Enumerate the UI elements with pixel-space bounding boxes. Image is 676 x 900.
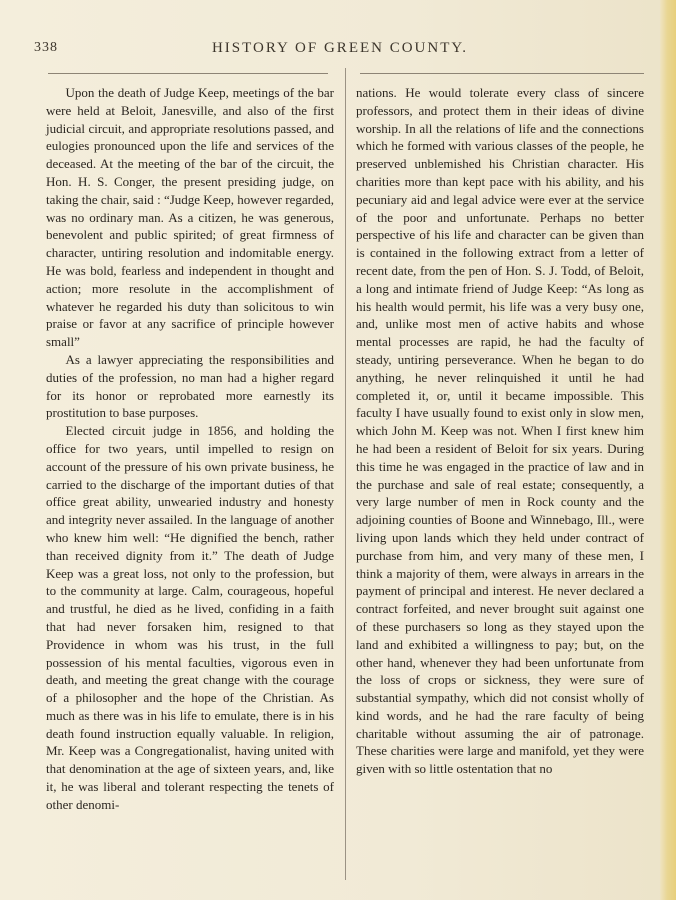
page-edge-shadow — [660, 0, 676, 900]
header-rule-right — [360, 73, 644, 74]
paragraph: Elected circuit judge in 1856, and holding the office for two years, until impelled to resign on account of the pressure of his own private business, he carried to the discharge of the important duties of that office great ability, unwearied industry and honesty and integrity never assailed. In the language of another who knew him well: “He dignified the bench, rather than received dignity from it.” The death of Judge Keep was a great loss, not only to the profession, but to the community at large. Calm, courageous, hopeful and trustful, he died as he lived, confiding in a faith that had never forsaken him, resigned to that Providence in whom was his trust, in the full possession of his mental faculties, vigorous even in death, and meeting the great change with the courage of a philosopher and the hope of the Christian. As much as there was in his life to emulate, there is in his death found instruction equally valuable. In religion, Mr. Keep was a Congregationalist, having united with that denomination at the age of sixteen years, and, like it, he was liberal and tolerant respecting the tenets of other denomi- — [46, 423, 334, 812]
page-number: 338 — [34, 40, 58, 55]
page-header — [34, 40, 646, 62]
paragraph: Upon the death of Judge Keep, meetings of the bar were held at Beloit, Janesville, and also of the first judicial circuit, and appropriate resolutions passed, and eulogies pronounced upon the life and services of the deceased. At the meeting of the bar of the circuit, the Hon. H. S. Conger, the present presiding judge, on taking the chair, said : “Judge Keep, however regarded, was no ordinary man. As a citizen, he was generous, benevolent and public spirited; of great firmness of character, untiring resolution and indomitable energy. He was bold, fearless and independent in thought and action; more resolute in the accomplishment of whatever he regarded his duty than solicitous to win praise or favor at any sacrifice of principle however small” — [46, 85, 334, 350]
paragraph: nations. He would tolerate every class of sincere professors, and protect them in their ideas of divine worship. In all the relations of life and the connections which he formed with various classes of the people, he preserved unblemished his Christian character. His charities more than kept pace with his ability, and his pecuniary aid and legal advice were ever at the service of the poor and unfortunate. Perhaps no better perspective of his life and character can be given than is contained in the following extract from a letter of recent date, from the pen of Hon. S. J. Todd, of Beloit, a long and intimate friend of Judge Keep: “As long as his health would permit, his life was a very busy one, and, unlike most men of active habits and whose mental processes are rapid, he had the faculty of steady, untiring perseverance. When he began to do anything, he never relinquished it until he had completed it, or, until it became impossible. This faculty I have usually found to exist only in slow men, which John M. Keep was not. When I first knew him he had been a resident of Beloit for six years. During this time he was engaged in the practice of law and in the purchase and sale of real estate; consequently, a very large number of men in Rock county and the adjoining counties of Boone and Winnebago, Ill., were living upon lands which they held under contract of purchase from him, and very many of these men, I think a majority of them, were always in arrears in the payment of principal and interest. He never declared a contract forfeited, and never brought suit against one of these purchasers so long as they stayed upon the land and exhibited a willingness to pay; but, on the other hand, whenever they had been unfortunate from the loss of crops or sickness, they were sure of substantial sympathy, which did not consist wholly of kind words, and he had the rare faculty of being charitable without assuming the air of patronage. These charities were large and manifold, yet they were given with so little ostentation that no — [356, 85, 644, 777]
header-rule-left — [48, 73, 328, 74]
column-divider — [345, 68, 346, 880]
left-column — [46, 84, 334, 814]
paragraph: As a lawyer appreciating the responsibilities and duties of the profession, no man had a higher regard for its honor or reprobated more earnestly its prostitution to base purposes. — [46, 351, 334, 421]
right-column — [356, 84, 644, 778]
running-head: HISTORY OF GREEN COUNTY. — [211, 40, 469, 56]
